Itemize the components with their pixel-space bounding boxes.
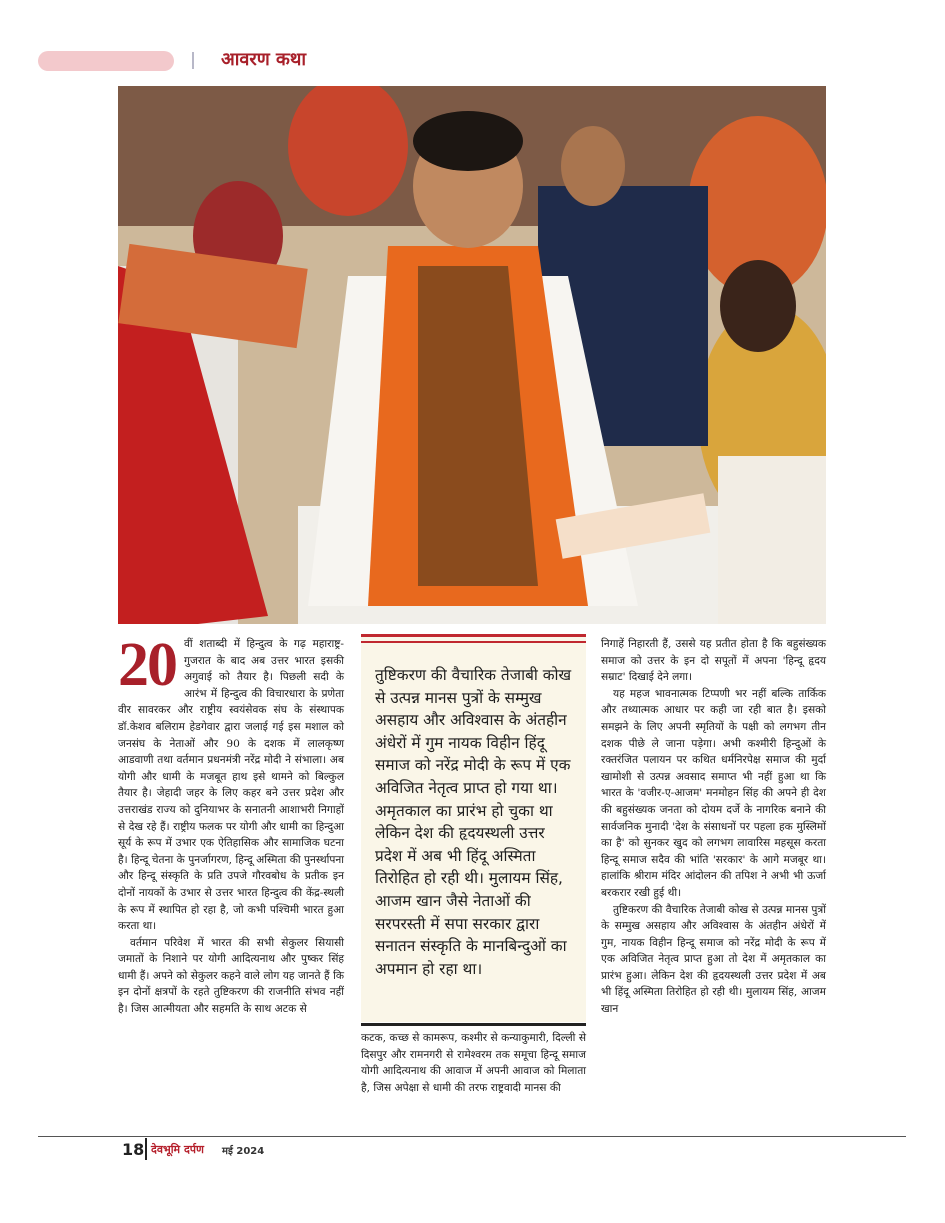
paragraph: वर्तमान परिवेश में भारत की सभी सेकुलर सियासी जमातों के निशाने पर योगी आदित्यनाथ और पुष्कर सिंह धामी हैं। अपने को सेकुलर कहने वाले लोग यह जानते हैं कि इन दोनों क्षत्रपों के रहते तुष्टिकरण की राजनीति संभव नहीं है। जिस आत्मीयता और सहमति के साथ अटक से [118,936,344,1016]
paragraph: कटक, कच्छ से कामरूप, कश्मीर से कन्याकुमारी, दिल्ली से दिसपुर और रामनगरी से रामेश्वरम तक समूचा हिन्दू समाज योगी आदित्यनाथ की आवाज में अपनी आवाज को मिलाता है, जिस अपेक्षा से धामी की तरफ राष्ट्रवादी मानस की [361,1032,586,1094]
paragraph: यह महज भावनात्मक टिप्पणी भर नहीं बल्कि तार्किक और तथ्यात्मक आधार पर कही जा रही बात है। इसको समझने के लिए अपनी स्मृतियों के पक्षी को लगभग तीन दशक पीछे ले जाना पड़ेगा। अभी कश्मीरी हिन्दुओं के रक्तरंजित पलायन पर कथित धर्मनिरपेक्ष समाज की मुर्दा खामोशी से उत्पन्न अवसाद समाप्त भी नहीं हुआ था कि भारत के 'वजीर-ए-आजम' मनमोहन सिंह की अपने ही देश की बहुसंख्यक जनता को दोयम दर्जे के नागरिक बनाने की सार्वजनिक मुनादी 'देश के संसाधनों पर पहला हक मुस्लिमों का है' को सुनकर खुद को लगभग लावारिस महसूस करता हिन्दू समाज सदैव की भांति 'सरकार' के आगे मजबूर था। हालांकि श्रीराम मंदिर आंदोलन की तपिश ने अभी भी ऊर्जा बरकरार रखी हुई थी। [601,687,826,899]
quote-bottom-rule [361,1023,586,1026]
pull-quote [361,634,586,1022]
cover-photo [118,86,826,624]
quote-top-rule [361,634,586,637]
article-column-1 [118,631,344,1018]
pull-quote-text: तुष्टिकरण की वैचारिक तेजाबी कोख से उत्पन्न मानस पुत्रों के सम्मुख असहाय और अविश्वास के अंतहीन अंधेरों में गुम नायक विहीन हिंदू समाज को नरेंद्र मोदी के रूप में एक अविजित नेतृत्व प्राप्त हो गया था। अमृतकाल का प्रारंभ हो चुका था लेकिन देश की हृदयस्थली उत्तर प्रदेश में अब भी हिंदू अस्मिता तिरोहित हो रही थी। मुलायम सिंह, आजम खान जैसे नेताओं की सरपरस्ती में सपा सरकार द्वारा सनातन संस्कृति के मानबिन्दुओं का अपमान हो रहा था। [375,666,572,978]
section-title: आवरण कथा [221,49,307,70]
section-pill-decoration [38,51,174,71]
footer-rule [38,1136,906,1137]
header-separator [192,52,194,69]
footer-separator [145,1138,147,1160]
page-number: 18 [122,1140,145,1159]
article-column-2 [361,1030,586,1096]
paragraph: निगाहें निहारती हैं, उससे यह प्रतीत होता है कि बहुसंख्यक समाज को उत्तर के इन दो सपूतों में अपना 'हिन्दू हृदय सम्राट' दिखाई देने लगा। [601,638,826,684]
quote-top-rule-thin [361,641,586,643]
photo-scene [118,86,826,624]
paragraph: वीं शताब्दी में हिन्दुत्व के गढ़ महाराष्ट्र-गुजरात के बाद अब उत्तर भारत इसकी अगुवाई को तैयार है। पिछली सदी के आरंभ में हिन्दुत्व की विचारधारा के प्रणेता वीर सावरकर और राष्ट्रीय स्वयंसेवक संघ के संस्थापक डॉ.केशव बलिराम हेडगेवार द्वारा जलाई गई इस मशाल को जनसंघ के नेताओं और 90 के दशक में लालकृष्ण आडवाणी तथा वर्तमान प्रधनमंत्री नरेंद्र मोदी ने संभाला। अब योगी और धामी के मजबूत हाथ इसे थामने को बिल्कुल तैयार है। जेहादी जहर के लिए कहर बने उत्तर प्रदेश और उत्तराखंड राज्य को दुनियाभर के सनातनी आशाभरी निगाहों से देख रहे हैं। राष्ट्रीय फलक पर योगी और धामी का हिन्दुआ सूर्य के रूप में उभार एक ऐतिहासिक और सामाजिक घटना है। हिन्दू चेतना के पुनर्जागरण, हिन्दू अस्मिता की पुनर्स्थापना और हिन्दू संस्कृति के प्रति उपजे गौरवबोध के प्रतीक इन दोनों नायकों के उभार से उत्तर भारत हिन्दुत्व की केंद्र-स्थली के रूप में स्थापित हो रहा है, जो कभी पश्चिमी भारत हुआ करता था। [118,638,344,933]
issue-date: मई 2024 [222,1146,265,1157]
article-column-3 [601,636,826,1018]
dropcap: 20 [118,631,176,699]
paragraph: तुष्टिकरण की वैचारिक तेजाबी कोख से उत्पन्न मानस पुत्रों के सम्मुख असहाय और अविश्वास के अंतहीन अंधेरों में गुम, नायक विहीन हिन्दू समाज को नरेंद्र मोदी के रूप में एक अविजित नेतृत्व प्राप्त हुआ तो देश में अमृतकाल का प्रारंभ हुआ। लेकिन देश की हृदयस्थली उत्तर प्रदेश में अब भी हिंदू अस्मिता तिरोहित हो रही थी। मुलायम सिंह, आजम खान [601,903,826,1016]
magazine-logo: देवभूमि दर्पण [151,1143,204,1156]
